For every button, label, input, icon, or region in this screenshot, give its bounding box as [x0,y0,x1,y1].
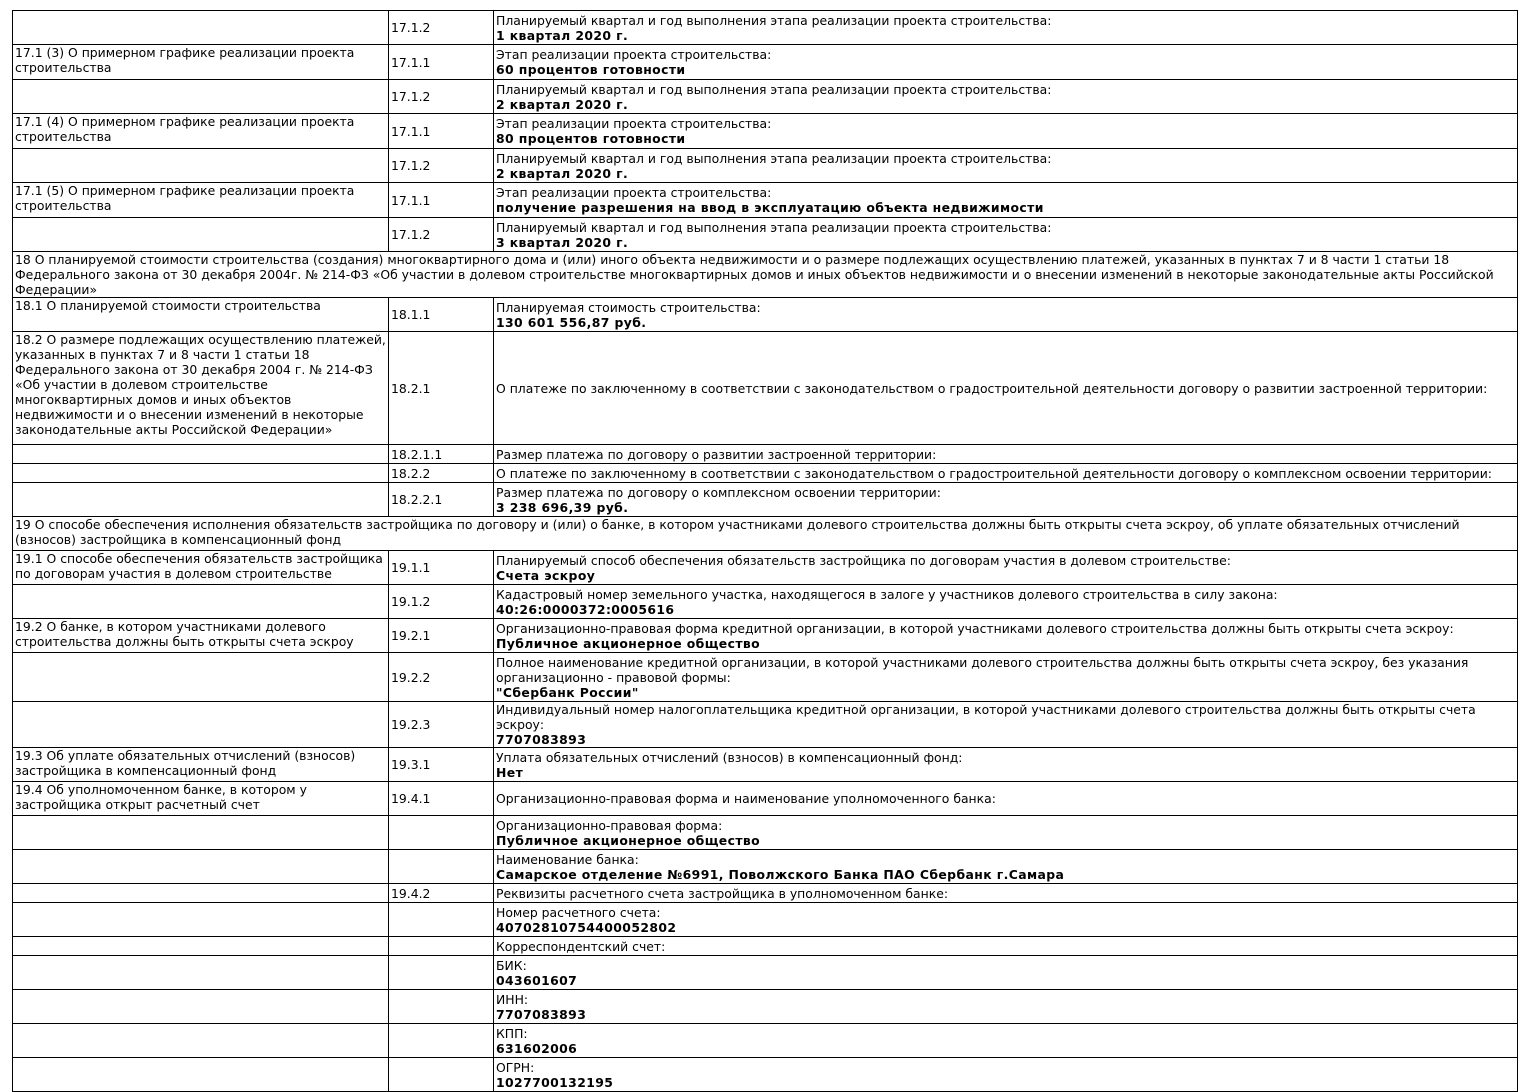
item-value: Нет [496,764,524,780]
item-label: Полное наименование кредитной организации, в которой участниками долевого строительства должны быть открыты счета эскроу, без указания организационно - правовой формы: [496,654,1469,685]
item-label: Планируемый способ обеспечения обязательств застройщика по договорам участия в долевом строительстве: [496,552,1231,568]
item-value: 043601607 [496,972,578,988]
item-content [494,990,1518,1024]
item-value: 3 238 696,39 руб. [496,499,629,515]
section-title [13,653,389,702]
item-label: Этап реализации проекта строительства: [496,47,772,62]
item-code: 17.1.2 [389,11,494,45]
item-label: Планируемый квартал и год выполнения этапа реализации проекта строительства: [496,219,1052,235]
table-row [13,183,1518,218]
section-title [13,445,389,464]
item-label: Корреспондентский счет: [496,938,666,954]
item-code [389,937,494,956]
item-code: 19.2.3 [389,702,494,748]
item-value: Публичное акционерное общество [496,635,761,651]
table-row [13,332,1518,445]
item-code: 18.2.2 [389,464,494,483]
item-label: Организационно-правовая форма: [496,817,723,833]
section-title: 19.1 О способе обеспечения обязательств застройщика по договорам участия в долевом строительстве [13,551,389,585]
item-label: ОГРН: [496,1059,535,1075]
item-label: Наименование банка: [496,851,639,867]
item-content [494,149,1518,183]
section-title [13,1024,389,1058]
project-declaration-table [12,10,1518,1092]
item-content [494,956,1518,990]
item-code: 19.2.2 [389,653,494,702]
table-row [13,585,1518,619]
item-code: 18.2.2.1 [389,483,494,517]
item-code [389,956,494,990]
item-value: 40:26:0000372:0005616 [496,601,675,617]
section-header-row [13,517,1518,551]
item-value: 2 квартал 2020 г. [496,96,629,112]
section-title [13,11,389,45]
item-code: 18.1.1 [389,298,494,332]
item-label: О платеже по заключенному в соответствии с законодательством о градостроительной деятельности договору о комплексном освоении территории: [496,465,1492,481]
table-row [13,956,1518,990]
item-label: Этап реализации проекта строительства: [496,116,772,131]
table-row [13,1024,1518,1058]
section-title [13,218,389,252]
item-content [494,114,1518,149]
table-row [13,748,1518,782]
section-title [13,464,389,483]
item-value: 7707083893 [496,1006,587,1022]
item-content [494,551,1518,585]
item-code: 17.1.1 [389,183,494,218]
item-content [494,464,1518,483]
table-row [13,903,1518,937]
item-label: Планируемый квартал и год выполнения этапа реализации проекта строительства: [496,12,1052,28]
item-content [494,332,1518,445]
item-label: Реквизиты расчетного счета застройщика в уполномоченном банке: [496,885,949,901]
section-title: 18.1 О планируемой стоимости строительства [13,298,389,332]
table-row [13,619,1518,653]
item-label: Размер платежа по договору о комплексном освоении территории: [496,484,941,500]
item-content [494,445,1518,464]
table-row [13,298,1518,332]
item-content [494,884,1518,903]
item-value: 80 процентов готовности [496,131,686,146]
item-content [494,653,1518,702]
item-code [389,816,494,850]
section-title: 19.4 Об уполномоченном банке, в котором у застройщика открыт расчетный счет [13,782,389,816]
item-value: получение разрешения на ввод в эксплуатацию объекта недвижимости [496,200,1044,215]
section-header-row [13,252,1518,298]
table-row [13,816,1518,850]
section-title: 17.1 (5) О примерном графике реализации проекта строительства [13,183,389,218]
section-title [13,937,389,956]
item-content [494,903,1518,937]
section-title [13,80,389,114]
table-row [13,850,1518,884]
item-label: ИНН: [496,991,529,1007]
table-row [13,11,1518,45]
item-content [494,748,1518,782]
item-value: Самарское отделение №6991, Поволжского Банка ПАО Сбербанк г.Самара [496,866,1065,882]
item-content [494,45,1518,80]
section-title: 19.2 О банке, в котором участниками долевого строительства должны быть открыты счета эскроу [13,619,389,653]
section-title [13,816,389,850]
item-label: Планируемая стоимость строительства: [496,299,761,315]
section-title [13,884,389,903]
table-row [13,80,1518,114]
item-content [494,483,1518,517]
item-code: 17.1.1 [389,45,494,80]
section-title [13,483,389,517]
item-code: 17.1.2 [389,80,494,114]
section-title [13,149,389,183]
item-code: 17.1.1 [389,114,494,149]
item-content [494,80,1518,114]
section-title: 17.1 (3) О примерном графике реализации проекта строительства [13,45,389,80]
item-content [494,1058,1518,1092]
item-content [494,850,1518,884]
table-row [13,653,1518,702]
table-row [13,990,1518,1024]
item-label: Кадастровый номер земельного участка, находящегося в залоге у участников долевого строительства в силу закона: [496,586,1278,602]
table-row [13,464,1518,483]
item-value: 631602006 [496,1040,578,1056]
table-row [13,884,1518,903]
item-code: 18.2.1.1 [389,445,494,464]
section-title [13,903,389,937]
item-label: Индивидуальный номер налогоплательщика кредитной организации, в которой участниками долевого строительства должны быть открыты счета эскроу: [496,702,1476,732]
item-label: БИК: [496,957,527,973]
item-content [494,11,1518,45]
item-value: 60 процентов готовности [496,62,686,77]
item-code [389,1024,494,1058]
section-title: 17.1 (4) О примерном графике реализации проекта строительства [13,114,389,149]
item-content [494,937,1518,956]
item-label: Уплата обязательных отчислений (взносов) в компенсационный фонд: [496,749,963,765]
item-value: 1 квартал 2020 г. [496,27,629,43]
item-label: Планируемый квартал и год выполнения этапа реализации проекта строительства: [496,81,1052,97]
item-code: 18.2.1 [389,332,494,445]
section-title [13,990,389,1024]
item-content [494,702,1518,748]
section-header: 19 О способе обеспечения исполнения обязательств застройщика по договору и (или) о банке, в котором участниками долевого строительства должны быть открыты счета эскроу, об уплате обязательных отчислений (взносов) застройщика в компенсационный фонд [13,517,1518,551]
item-content [494,1024,1518,1058]
section-title [13,1058,389,1092]
item-label: Организационно-правовая форма кредитной организации, в которой участниками долевого строительства должны быть открыты счета эскроу: [496,620,1454,636]
item-content [494,218,1518,252]
table-row [13,218,1518,252]
table-row [13,45,1518,80]
item-label: Номер расчетного счета: [496,904,661,920]
item-value: 3 квартал 2020 г. [496,234,629,250]
item-code [389,850,494,884]
item-code: 19.2.1 [389,619,494,653]
section-title [13,585,389,619]
item-value: 1027700132195 [496,1074,614,1090]
item-label: Размер платежа по договору о развитии застроенной территории: [496,446,937,462]
item-code: 19.4.1 [389,782,494,816]
table-row [13,114,1518,149]
item-value: Счета эскроу [496,567,596,583]
table-body [13,11,1518,1092]
item-code [389,1058,494,1092]
item-content [494,816,1518,850]
item-content [494,183,1518,218]
table-row [13,551,1518,585]
item-content [494,782,1518,816]
item-content [494,619,1518,653]
section-title [13,850,389,884]
item-label: Организационно-правовая форма и наименование уполномоченного банка: [496,791,996,806]
item-label: Этап реализации проекта строительства: [496,185,772,200]
item-code: 19.1.2 [389,585,494,619]
table-row [13,483,1518,517]
item-label: Планируемый квартал и год выполнения этапа реализации проекта строительства: [496,150,1052,166]
section-title [13,702,389,748]
item-code: 19.1.1 [389,551,494,585]
item-value: 130 601 556,87 руб. [496,314,647,330]
table-row [13,937,1518,956]
item-label: О платеже по заключенному в соответствии с законодательством о градостроительной деятельности договору о развитии застроенной территории: [496,380,1488,396]
item-code: 17.1.2 [389,149,494,183]
item-code [389,990,494,1024]
item-code [389,903,494,937]
item-label: КПП: [496,1025,528,1041]
table-row [13,702,1518,748]
item-value: 7707083893 [496,732,587,747]
section-title: 19.3 Об уплате обязательных отчислений (взносов) застройщика в компенсационный фонд [13,748,389,782]
section-title [13,956,389,990]
item-content [494,298,1518,332]
item-code: 19.4.2 [389,884,494,903]
item-value: 2 квартал 2020 г. [496,165,629,181]
item-value: "Сбербанк России" [496,684,639,700]
table-row [13,782,1518,816]
section-header: 18 О планируемой стоимости строительства (создания) многоквартирного дома и (или) иного объекта недвижимости и о размере подлежащих осуществлению платежей, указанных в пунктах 7 и 8 части 1 статьи 18 Федерального закона от 30 декабря 2004г. № 214-ФЗ «Об участии в долевом строительстве многоквартирных домов и иных объектов недвижимости и о внесении изменений в некоторые законодательные акты Российской Федерации» [13,252,1518,298]
table-row [13,149,1518,183]
item-code: 17.1.2 [389,218,494,252]
item-content [494,585,1518,619]
item-code: 19.3.1 [389,748,494,782]
table-row [13,1058,1518,1092]
section-title: 18.2 О размере подлежащих осуществлению платежей, указанных в пунктах 7 и 8 части 1 статьи 18 Федерального закона от 30 декабря 2004 г. № 214-ФЗ «Об участии в долевом строительстве многоквартирных домов и иных объектов недвижимости и о внесении изменений в некоторые законодательные акты Российской Федерации» [13,332,389,445]
item-value: Публичное акционерное общество [496,832,761,848]
item-value: 40702810754400052802 [496,919,677,935]
table-row [13,445,1518,464]
